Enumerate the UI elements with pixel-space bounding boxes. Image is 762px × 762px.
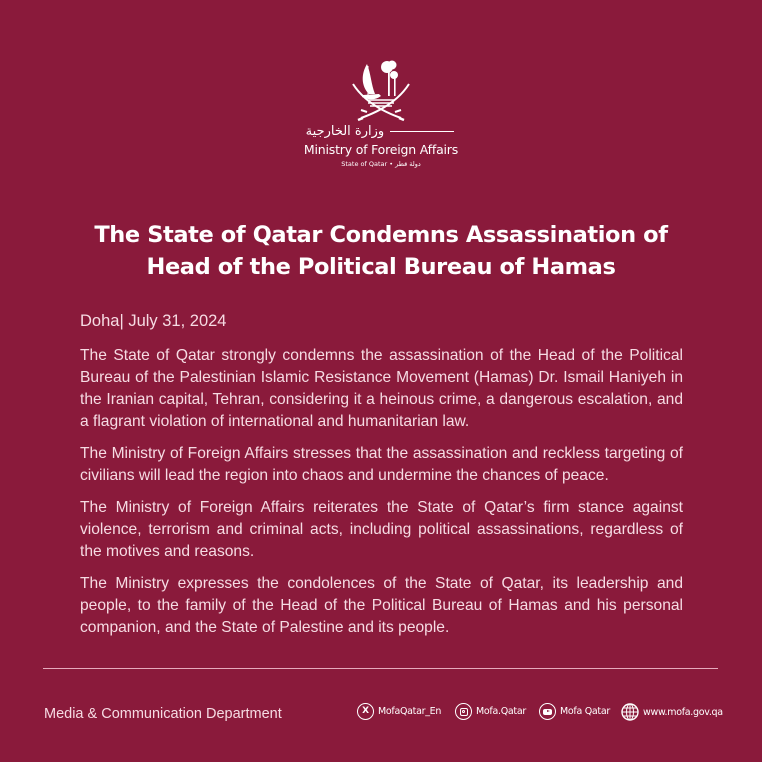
globe-icon (621, 703, 639, 721)
ministry-name-arabic-text: وزارة الخارجية (305, 124, 385, 139)
paragraph: The Ministry of Foreign Affairs reiterates the State of Qatar’s firm stance against violence, terrorism and criminal acts, including political assassinations, regardless of the motives and reasons. (80, 499, 683, 560)
website-url: www.mofa.gov.qa (643, 706, 723, 718)
youtube-icon (539, 703, 556, 720)
subtitle-separator: • (389, 160, 394, 168)
paragraph: The Ministry expresses the condolences of the State of Qatar, its leadership and people, to the family of the Head of the Political Bureau of Hamas and his personal companion, and the State of Palestine and its people. (80, 575, 683, 636)
state-of-qatar-en: State of Qatar (341, 160, 388, 168)
qatar-emblem-icon (349, 58, 413, 122)
paragraph: The State of Qatar strongly condemns the assassination of the Head of the Political Bureau of the Palestinian Islamic Resistance Movement (Hamas) Dr. Ismail Haniyeh in the Iranian capital, Tehran, considering it a heinous crime, a dangerous escalation, and a flagrant violation of international and humanitarian law. (80, 347, 683, 430)
social-link-x[interactable] (357, 703, 441, 720)
state-of-qatar-ar: دولة قطر (395, 160, 421, 168)
arabic-kashida-line (390, 131, 454, 132)
footer-divider (43, 668, 718, 669)
department-label: Media & Communication Department (44, 706, 282, 722)
social-handle: MofaQatar_En (378, 706, 442, 717)
title-line-2: Head of the Political Bureau of Hamas (146, 254, 616, 280)
social-handle: Mofa Qatar (560, 706, 610, 717)
ministry-name-english: Ministry of Foreign Affairs (303, 142, 459, 157)
statement-body (80, 345, 683, 649)
state-of-qatar-label (0, 160, 762, 168)
x-icon: X (357, 703, 374, 720)
paragraph: The Ministry of Foreign Affairs stresses that the assassination and reckless targeting of civilians will lead the region into chaos and undermine the chances of peace. (80, 445, 683, 484)
statement-title (0, 219, 762, 283)
instagram-icon (455, 703, 472, 720)
title-line-1: The State of Qatar Condemns Assassination of (94, 222, 668, 248)
website-link[interactable] (621, 703, 723, 721)
ministry-name-arabic (0, 124, 762, 139)
social-link-youtube[interactable] (539, 703, 610, 720)
social-link-instagram[interactable] (455, 703, 526, 720)
social-handle: Mofa.Qatar (476, 706, 526, 717)
dateline: Doha| July 31, 2024 (80, 312, 227, 330)
